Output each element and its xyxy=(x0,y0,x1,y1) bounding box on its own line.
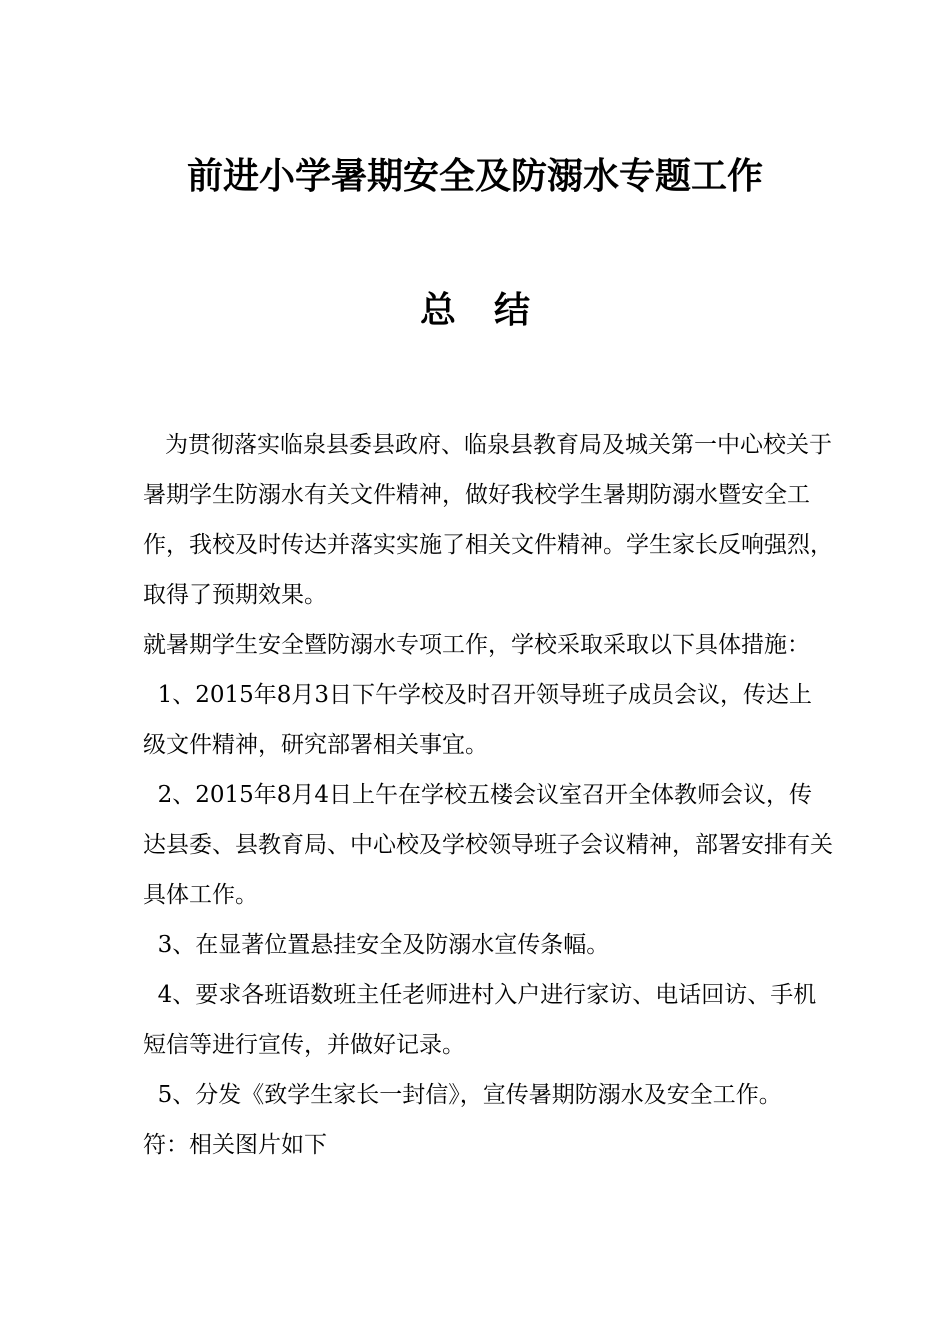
paragraph-measures-intro: 就暑期学生安全暨防溺水专项工作，学校采取采取以下具体措施： xyxy=(143,632,810,658)
list-item-3: 3、在显著位置悬挂安全及防溺水宣传条幅。 xyxy=(143,932,610,958)
paragraph-intro: 为贯彻落实临泉县委县政府、临泉县教育局及城关第一中心校关于暑期学生防溺水有关文件精神，做好我校学生暑期防溺水暨安全工作，我校及时传达并落实实施了相关文件精神。学生家长反响强烈，取得了预期效果。 xyxy=(143,432,833,608)
list-item-4: 4、要求各班语数班主任老师进村入户进行家访、电话回访、手机短信等进行宣传，并做好记录。 xyxy=(143,982,817,1058)
list-item-1: 1、2015年8月3日下午学校及时召开领导班子成员会议，传达上级文件精神，研究部署相关事宜。 xyxy=(143,682,813,758)
document-title-continued: 总结 xyxy=(419,289,568,331)
document-body xyxy=(143,420,833,1170)
list-item-2: 2、2015年8月4日上午在学校五楼会议室召开全体教师会议，传达县委、县教育局、中心校及学校领导班子会议精神，部署安排有关具体工作。 xyxy=(143,782,833,908)
document-title: 前进小学暑期安全及防溺水专题工作 xyxy=(186,155,763,197)
list-item-5: 5、分发《致学生家长一封信》，宣传暑期防溺水及安全工作。 xyxy=(143,1082,782,1108)
attachment-note: 符：相关图片如下 xyxy=(143,1132,327,1158)
